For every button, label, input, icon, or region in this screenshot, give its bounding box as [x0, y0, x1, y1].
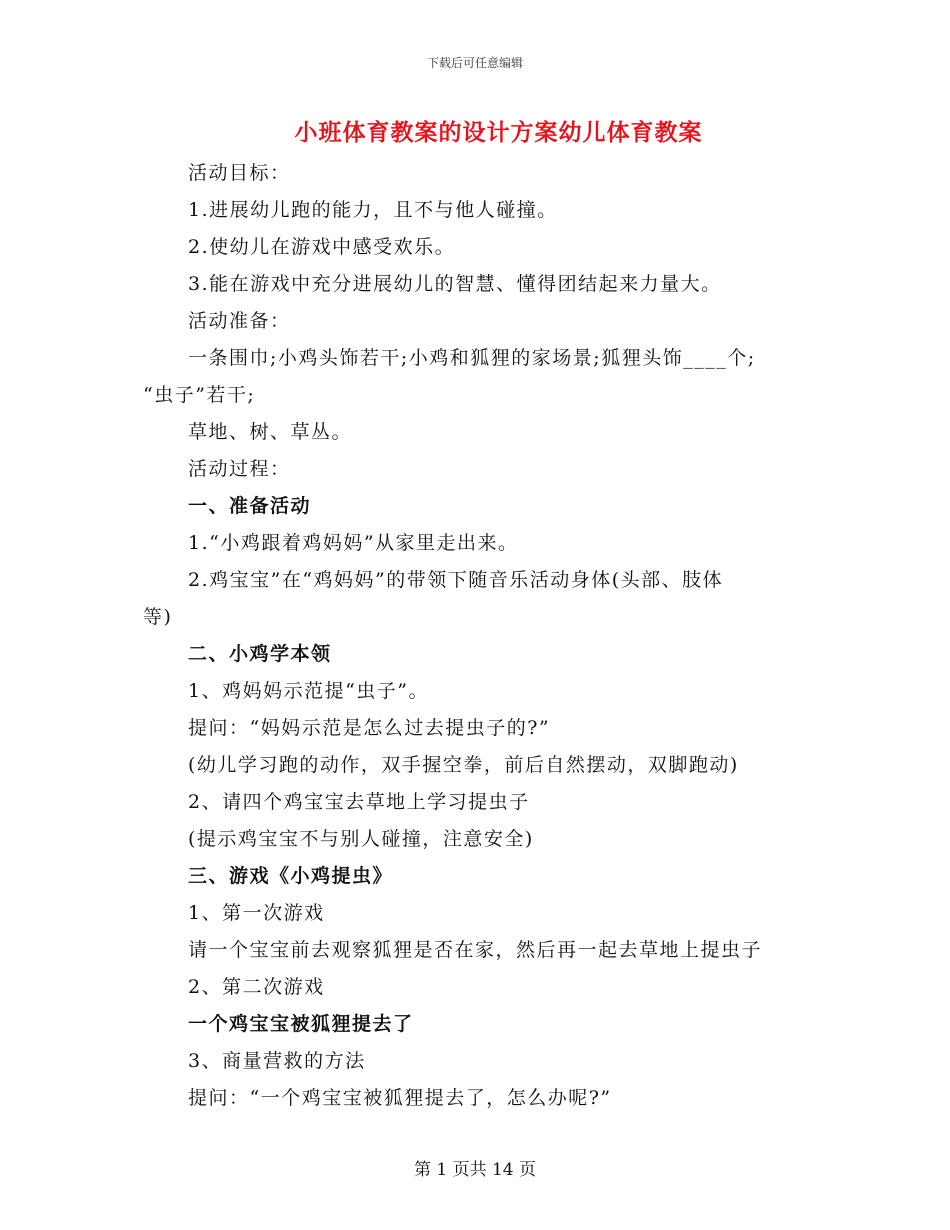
paragraph-line: 1、鸡妈妈示范提“虫子”。 [188, 680, 430, 702]
paragraph-line: 2.鸡宝宝”在“鸡妈妈”的带领下随音乐活动身体(头部、肢体 [188, 569, 724, 591]
paragraph-line: 活动过程： [188, 458, 291, 480]
paragraph-line: 提问：“妈妈示范是怎么过去提虫子的?” [188, 717, 551, 739]
paragraph-line: 草地、树、草丛。 [188, 421, 353, 443]
paragraph-line: 1.“小鸡跟着鸡妈妈”从家里走出来。 [188, 532, 519, 554]
paragraph-line: 活动目标： [188, 162, 291, 184]
paragraph-line: 2.使幼儿在游戏中感受欢乐。 [188, 236, 456, 258]
paragraph-line: 活动准备： [188, 310, 291, 332]
document-body [143, 155, 808, 1117]
document-title: 小班体育教案的设计方案幼儿体育教案 [294, 119, 703, 146]
paragraph-line: “虫子”若干; [143, 384, 256, 406]
paragraph-line: 3.能在游戏中充分进展幼儿的智慧、懂得团结起来力量大。 [188, 273, 722, 295]
section-heading: 三、游戏《小鸡提虫》 [188, 865, 394, 887]
paragraph-line: 等) [143, 606, 173, 628]
section-heading: 二、小鸡学本领 [188, 643, 332, 665]
paragraph-line: (幼儿学习跑的动作，双手握空拳，前后自然摆动，双脚跑动) [188, 754, 739, 776]
section-heading: 一、准备活动 [188, 495, 312, 517]
paragraph-line: 2、请四个鸡宝宝去草地上学习提虫子 [188, 791, 530, 813]
paragraph-line: 3、商量营救的方法 [188, 1050, 366, 1072]
page-footer: 第 1 页共 14 页 [413, 1160, 537, 1180]
section-heading: 一个鸡宝宝被狐狸提去了 [188, 1013, 414, 1035]
paragraph-line: 提问：“一个鸡宝宝被狐狸提去了，怎么办呢?” [188, 1087, 612, 1109]
paragraph-line: 2、第二次游戏 [188, 976, 325, 998]
paragraph-line: 1.进展幼儿跑的能力，且不与他人碰撞。 [188, 199, 558, 221]
paragraph-line: 一条围巾;小鸡头饰若干;小鸡和狐狸的家场景;狐狸头饰____个; [188, 347, 756, 369]
paragraph-line: 请一个宝宝前去观察狐狸是否在家，然后再一起去草地上提虫子 [188, 939, 763, 961]
paragraph-line: 1、第一次游戏 [188, 902, 325, 924]
header-note: 下载后可任意编辑 [426, 56, 523, 70]
paragraph-line: (提示鸡宝宝不与别人碰撞，注意安全) [188, 828, 534, 850]
